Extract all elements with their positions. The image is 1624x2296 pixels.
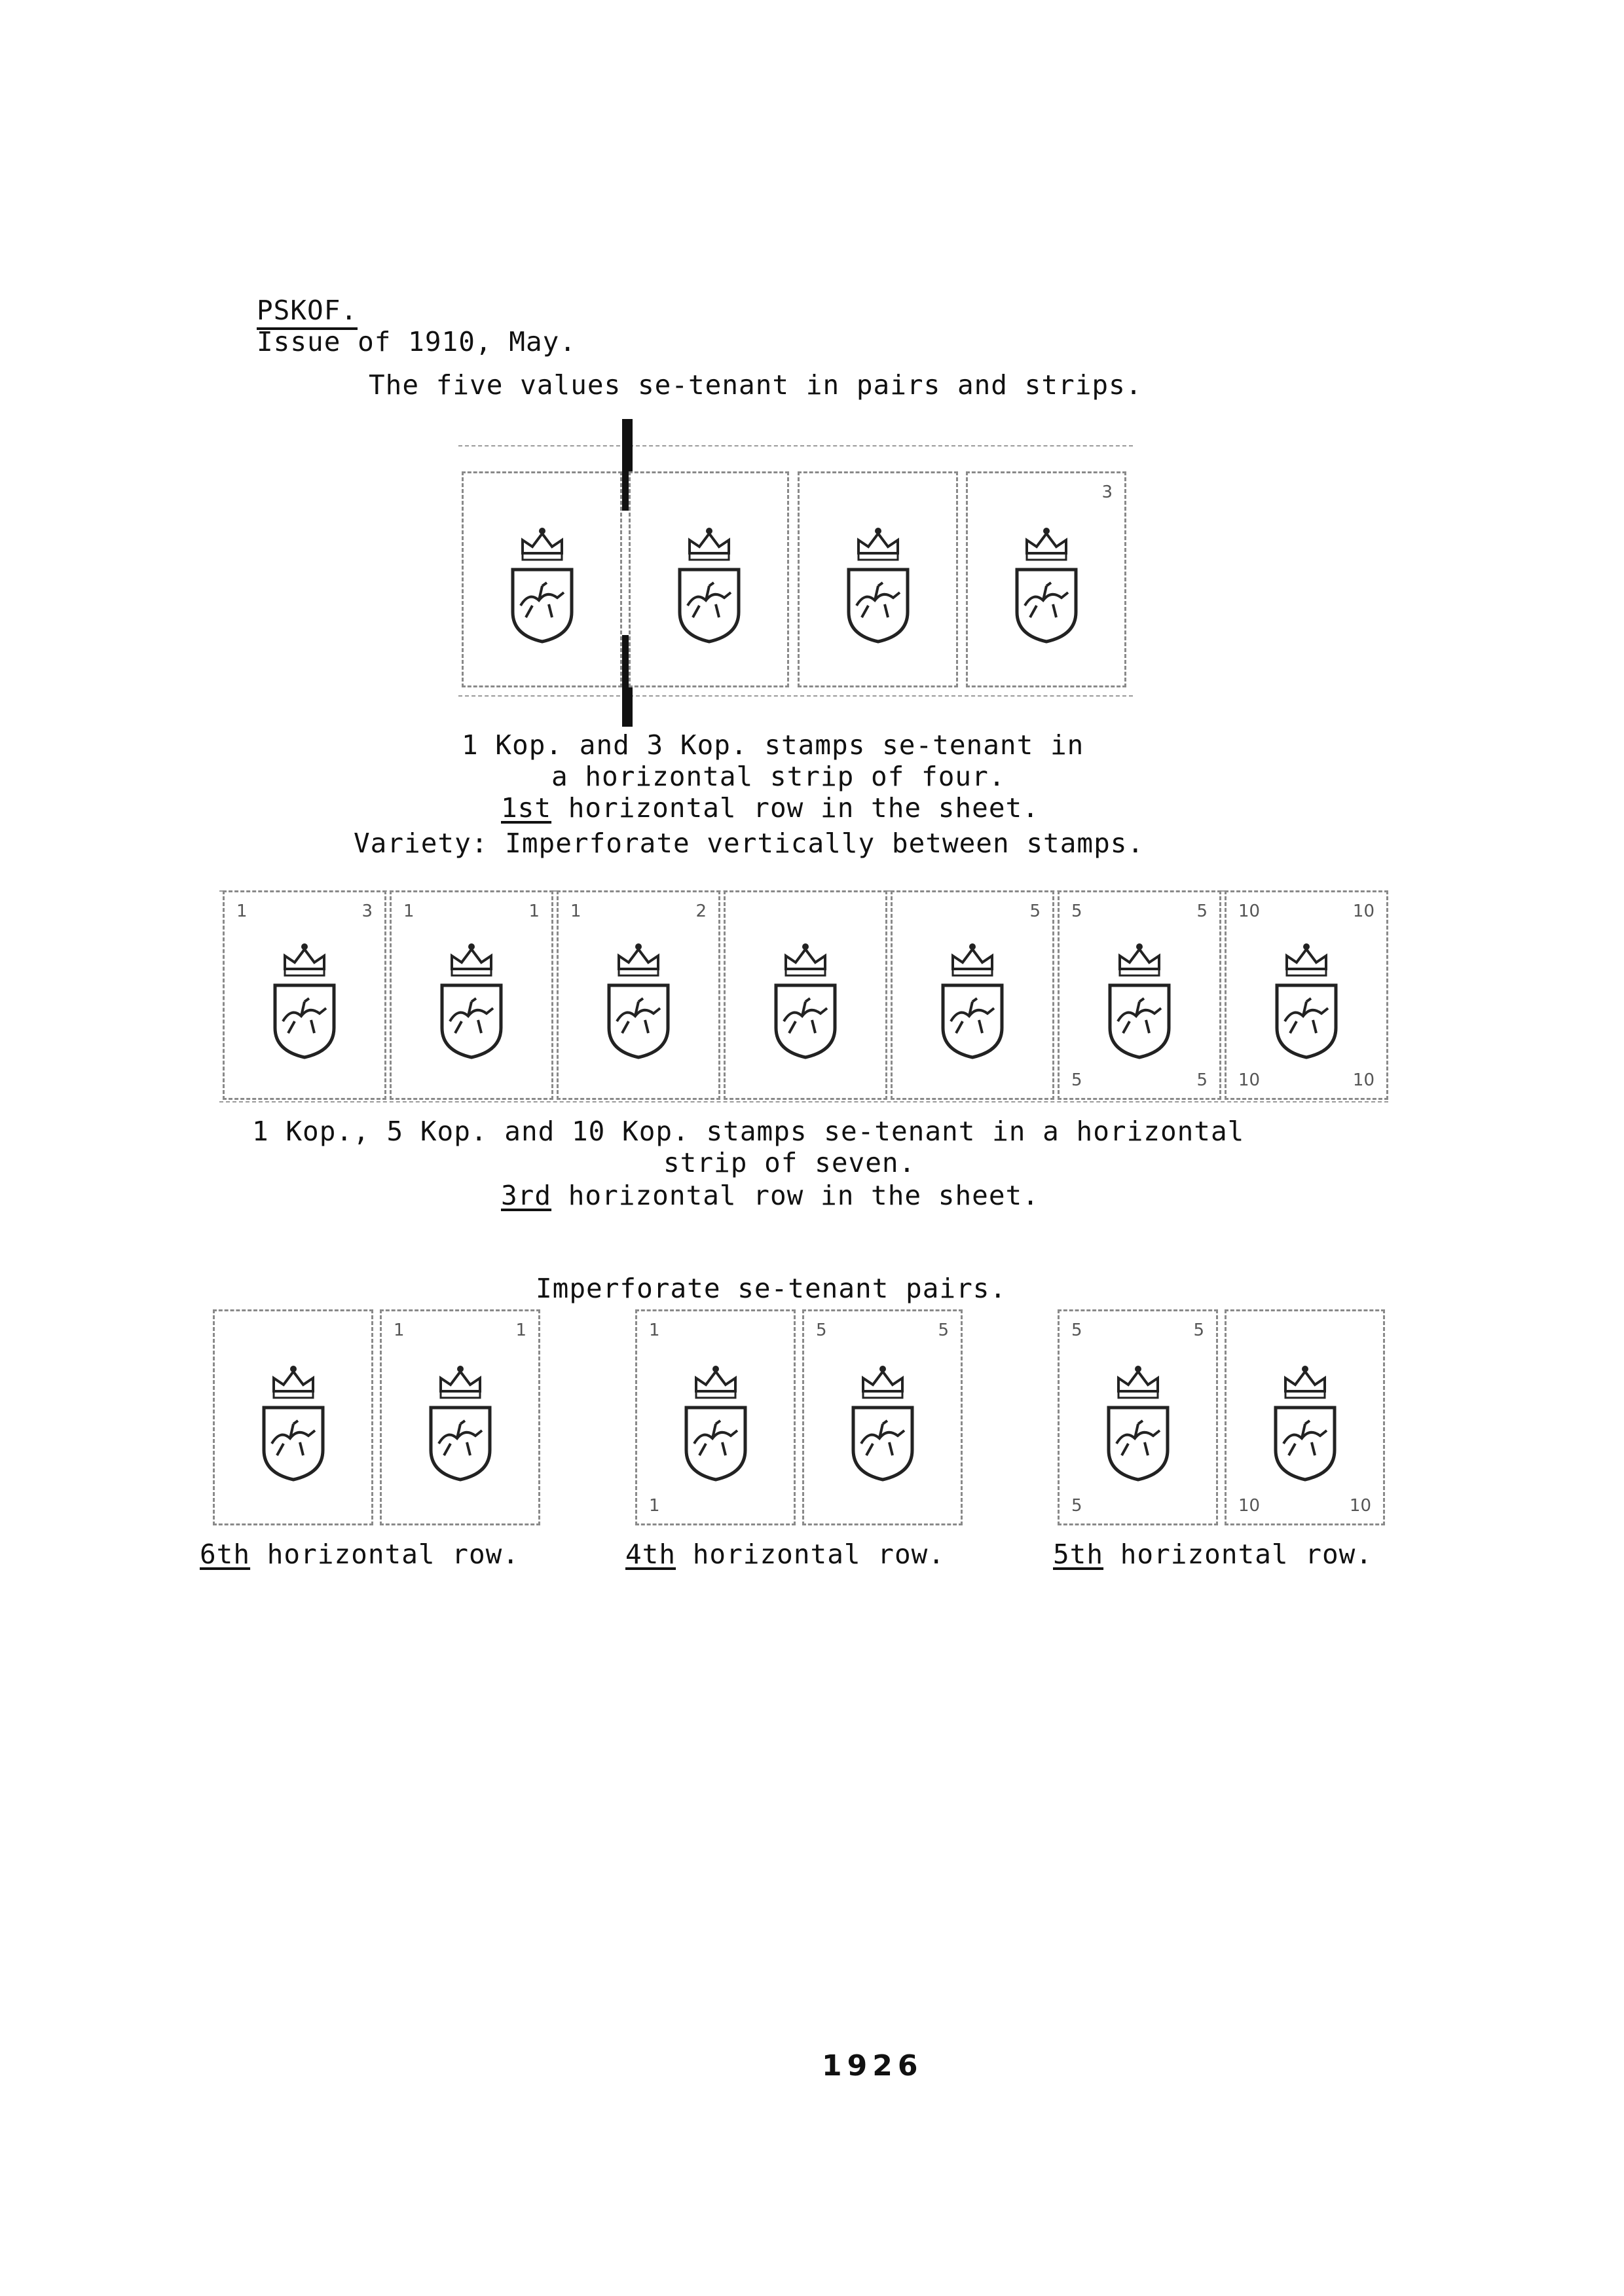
- stamp-pair3-2: [1225, 1309, 1385, 1525]
- coat-of-arms-icon: [1010, 514, 1082, 645]
- stamp-value-bl: 10: [1238, 1496, 1261, 1516]
- stamp-value-tr: 5: [1193, 1321, 1204, 1340]
- stamp-value-tr: 5: [1029, 902, 1041, 921]
- stamp-value-tl: 1: [570, 902, 581, 921]
- stamp-strip2-6: [1058, 890, 1221, 1100]
- stamp-strip2-7: [1225, 890, 1388, 1100]
- stamp-strip2-2: [390, 890, 553, 1100]
- strip2-caption-2: strip of seven.: [663, 1147, 916, 1178]
- coat-of-arms-icon: [424, 1352, 496, 1483]
- coat-of-arms-icon: [1270, 930, 1342, 1061]
- coat-of-arms-icon: [769, 930, 841, 1061]
- stamp-value-bl: 5: [1071, 1070, 1082, 1090]
- strip1-row-ordinal: 1st: [501, 792, 552, 824]
- coat-of-arms-icon: [842, 514, 914, 645]
- pair3-text: horizontal row.: [1103, 1539, 1373, 1570]
- pair2-text: horizontal row.: [676, 1539, 946, 1570]
- stamp-value-tl: 5: [816, 1321, 827, 1340]
- coat-of-arms-icon: [847, 1352, 919, 1483]
- pair1-text: horizontal row.: [250, 1539, 520, 1570]
- stamp-value-br: 10: [1349, 1496, 1371, 1516]
- stamp-pair2-2: [802, 1309, 963, 1525]
- stamp-value-br: 10: [1352, 1070, 1375, 1090]
- stamp-value-bl: 1: [649, 1496, 660, 1516]
- coat-of-arms-icon: [1269, 1352, 1341, 1483]
- coat-of-arms-icon: [1103, 930, 1175, 1061]
- stamp-strip1-3: [798, 471, 958, 687]
- stamp-strip1-2: [629, 471, 789, 687]
- stamp-value-tl: 10: [1238, 902, 1261, 921]
- stamp-value-tl: 1: [394, 1321, 405, 1340]
- strip2-row-ordinal: 3rd: [501, 1180, 552, 1211]
- strip1-caption-1: 1 Kop. and 3 Kop. stamps se-tenant in: [462, 729, 1084, 761]
- coat-of-arms-icon: [680, 1352, 752, 1483]
- stamp-value-tr: 10: [1352, 902, 1375, 921]
- stamp-pair1-1: [213, 1309, 373, 1525]
- coat-of-arms-icon: [435, 930, 507, 1061]
- stamp-value-bl: 5: [1071, 1496, 1082, 1516]
- stamp-strip1-1: [462, 471, 622, 687]
- coat-of-arms-icon: [673, 514, 745, 645]
- coat-of-arms-icon: [1102, 1352, 1174, 1483]
- stamp-value-bl: 10: [1238, 1070, 1261, 1090]
- pairs-heading: Imperforate se-tenant pairs.: [536, 1273, 1007, 1304]
- issue-line: Issue of 1910, May.: [257, 326, 576, 357]
- section-title: PSKOF.: [257, 295, 358, 330]
- stamp-value-tl: 1: [236, 902, 248, 921]
- stamp-value-tr: 1: [515, 1321, 526, 1340]
- stamp-strip1-4: [966, 471, 1126, 687]
- strip1-caption-2: a horizontal strip of four.: [551, 761, 1006, 792]
- strip1-row-text: horizontal row in the sheet.: [551, 792, 1039, 824]
- stamp-strip2-1: [223, 890, 386, 1100]
- pair2-caption: [625, 1539, 945, 1570]
- stamp-value-tr: 1: [528, 902, 540, 921]
- coat-of-arms-icon: [257, 1352, 329, 1483]
- stamp-value-tr: 3: [1101, 483, 1113, 502]
- page-number: 1926: [822, 2049, 923, 2083]
- stamp-value-tr: 5: [938, 1321, 949, 1340]
- pair3-ordinal: 5th: [1053, 1539, 1104, 1570]
- coat-of-arms-icon: [268, 930, 341, 1061]
- pair3-caption: [1053, 1539, 1373, 1570]
- stamp-strip2-3: [557, 890, 720, 1100]
- coat-of-arms-icon: [602, 930, 674, 1061]
- stamp-value-tl: 1: [649, 1321, 660, 1340]
- stamp-value-tr: 5: [1196, 902, 1208, 921]
- stamp-value-tr: 3: [361, 902, 373, 921]
- stamp-pair1-2: [380, 1309, 540, 1525]
- stamp-pair3-1: [1058, 1309, 1218, 1525]
- pair1-caption: [200, 1539, 519, 1570]
- stamp-value-tl: 5: [1071, 1321, 1082, 1340]
- stamp-strip2-4: [724, 890, 887, 1100]
- strip2-caption-1: 1 Kop., 5 Kop. and 10 Kop. stamps se-tenant in a horizontal: [252, 1116, 1245, 1147]
- coat-of-arms-icon: [506, 514, 578, 645]
- intro-line: The five values se-tenant in pairs and strips.: [369, 369, 1143, 401]
- strip2-row-text: horizontal row in the sheet.: [551, 1180, 1039, 1211]
- strip1-row-line: [501, 792, 1039, 824]
- stamp-value-tl: 1: [403, 902, 415, 921]
- stamp-value-tr: 2: [695, 902, 707, 921]
- stamp-value-tl: 5: [1071, 902, 1082, 921]
- pair1-ordinal: 6th: [200, 1539, 251, 1570]
- pair2-ordinal: 4th: [625, 1539, 676, 1570]
- coat-of-arms-icon: [936, 930, 1008, 1061]
- strip1-variety: Variety: Imperforate vertically between stamps.: [354, 828, 1145, 859]
- stamp-value-br: 5: [1196, 1070, 1208, 1090]
- stamp-strip2-5: [891, 890, 1054, 1100]
- stamp-pair2-1: [635, 1309, 796, 1525]
- strip2-row-line: [501, 1180, 1039, 1211]
